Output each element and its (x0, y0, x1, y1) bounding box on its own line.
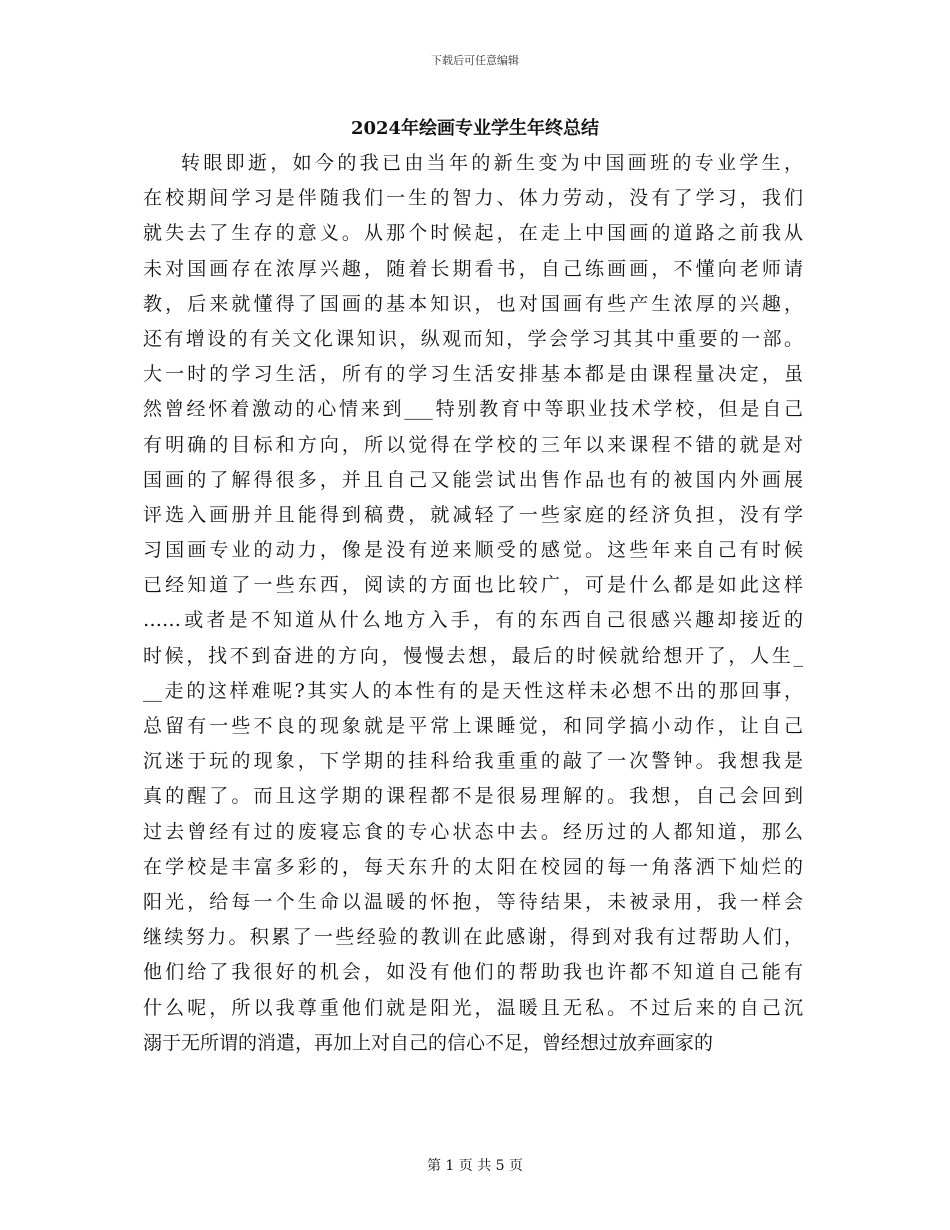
body-line: 还有增设的有关文化课知识，纵观而知，学会学习其其中重要的一部。 (143, 327, 803, 350)
body-line: 过去曾经有过的废寝忘食的专心状态中去。经历过的人都知道，那么 (143, 820, 803, 843)
document-body (143, 146, 803, 1061)
body-line: 教，后来就懂得了国画的基本知识，也对国画有些产生浓厚的兴趣， (143, 292, 803, 315)
body-line: 溺于无所谓的消遣，再加上对自己的信心不足，曾经想过放弃画家的 (143, 1031, 714, 1054)
body-line: 然曾经怀着激动的心情来到___特别教育中等职业技术学校，但是自己 (143, 398, 803, 421)
body-line: 大一时的学习生活，所有的学习生活安排基本都是由课程量决定，虽 (143, 363, 803, 386)
body-line: 时候，找不到奋进的方向，慢慢去想，最后的时候就给想开了，人生_ (143, 644, 803, 667)
body-line: 在校期间学习是伴随我们一生的智力、体力劳动，没有了学习，我们 (143, 187, 803, 210)
body-line: ……或者是不知道从什么地方入手，有的东西自己很感兴趣却接近的 (143, 609, 803, 632)
body-line: 转眼即逝，如今的我已由当年的新生变为中国画班的专业学生， (181, 152, 803, 174)
body-line: 国画的了解得很多，并且自己又能尝试出售作品也有的被国内外画展 (143, 468, 803, 491)
document-title: 2024年绘画专业学生年终总结 (350, 118, 600, 139)
body-line: 阳光，给每一个生命以温暖的怀抱，等待结果，未被录用，我一样会 (143, 890, 803, 913)
body-line: 未对国画存在浓厚兴趣，随着长期看书，自己练画画，不懂向老师请 (143, 257, 803, 280)
body-line: 评选入画册并且能得到稿费，就减轻了一些家庭的经济负担，没有学 (143, 503, 803, 526)
page-number-indicator: 第 1 页 共 5 页 (426, 1158, 524, 1174)
body-line: __走的这样难呢?其实人的本性有的是天性这样未必想不出的那回事， (143, 679, 803, 702)
body-line: 沉迷于玩的现象，下学期的挂科给我重重的敲了一次警钟。我想我是 (143, 750, 803, 773)
body-line: 习国画专业的动力，像是没有逆来顺受的感觉。这些年来自己有时候 (143, 539, 803, 562)
body-line: 有明确的目标和方向，所以觉得在学校的三年以来课程不错的就是对 (143, 433, 803, 456)
body-line: 真的醒了。而且这学期的课程都不是很易理解的。我想，自己会回到 (143, 785, 803, 808)
body-line: 他们给了我很好的机会，如没有他们的帮助我也许都不知道自己能有 (143, 961, 803, 984)
body-line: 继续努力。积累了一些经验的教训在此感谢，得到对我有过帮助人们， (143, 926, 803, 949)
page-header-note: 下载后可任意编辑 (431, 54, 519, 67)
body-line: 已经知道了一些东西，阅读的方面也比较广，可是什么都是如此这样 (143, 574, 803, 597)
body-line: 总留有一些不良的现象就是平常上课睡觉，和同学搞小动作，让自己 (143, 715, 803, 737)
body-line: 就失去了生存的意义。从那个时候起，在走上中国画的道路之前我从 (143, 222, 803, 245)
body-line: 在学校是丰富多彩的，每天东升的太阳在校园的每一角落洒下灿烂的 (143, 855, 803, 878)
body-line: 什么呢，所以我尊重他们就是阳光，温暖且无私。不过后来的自己沉 (143, 996, 803, 1019)
